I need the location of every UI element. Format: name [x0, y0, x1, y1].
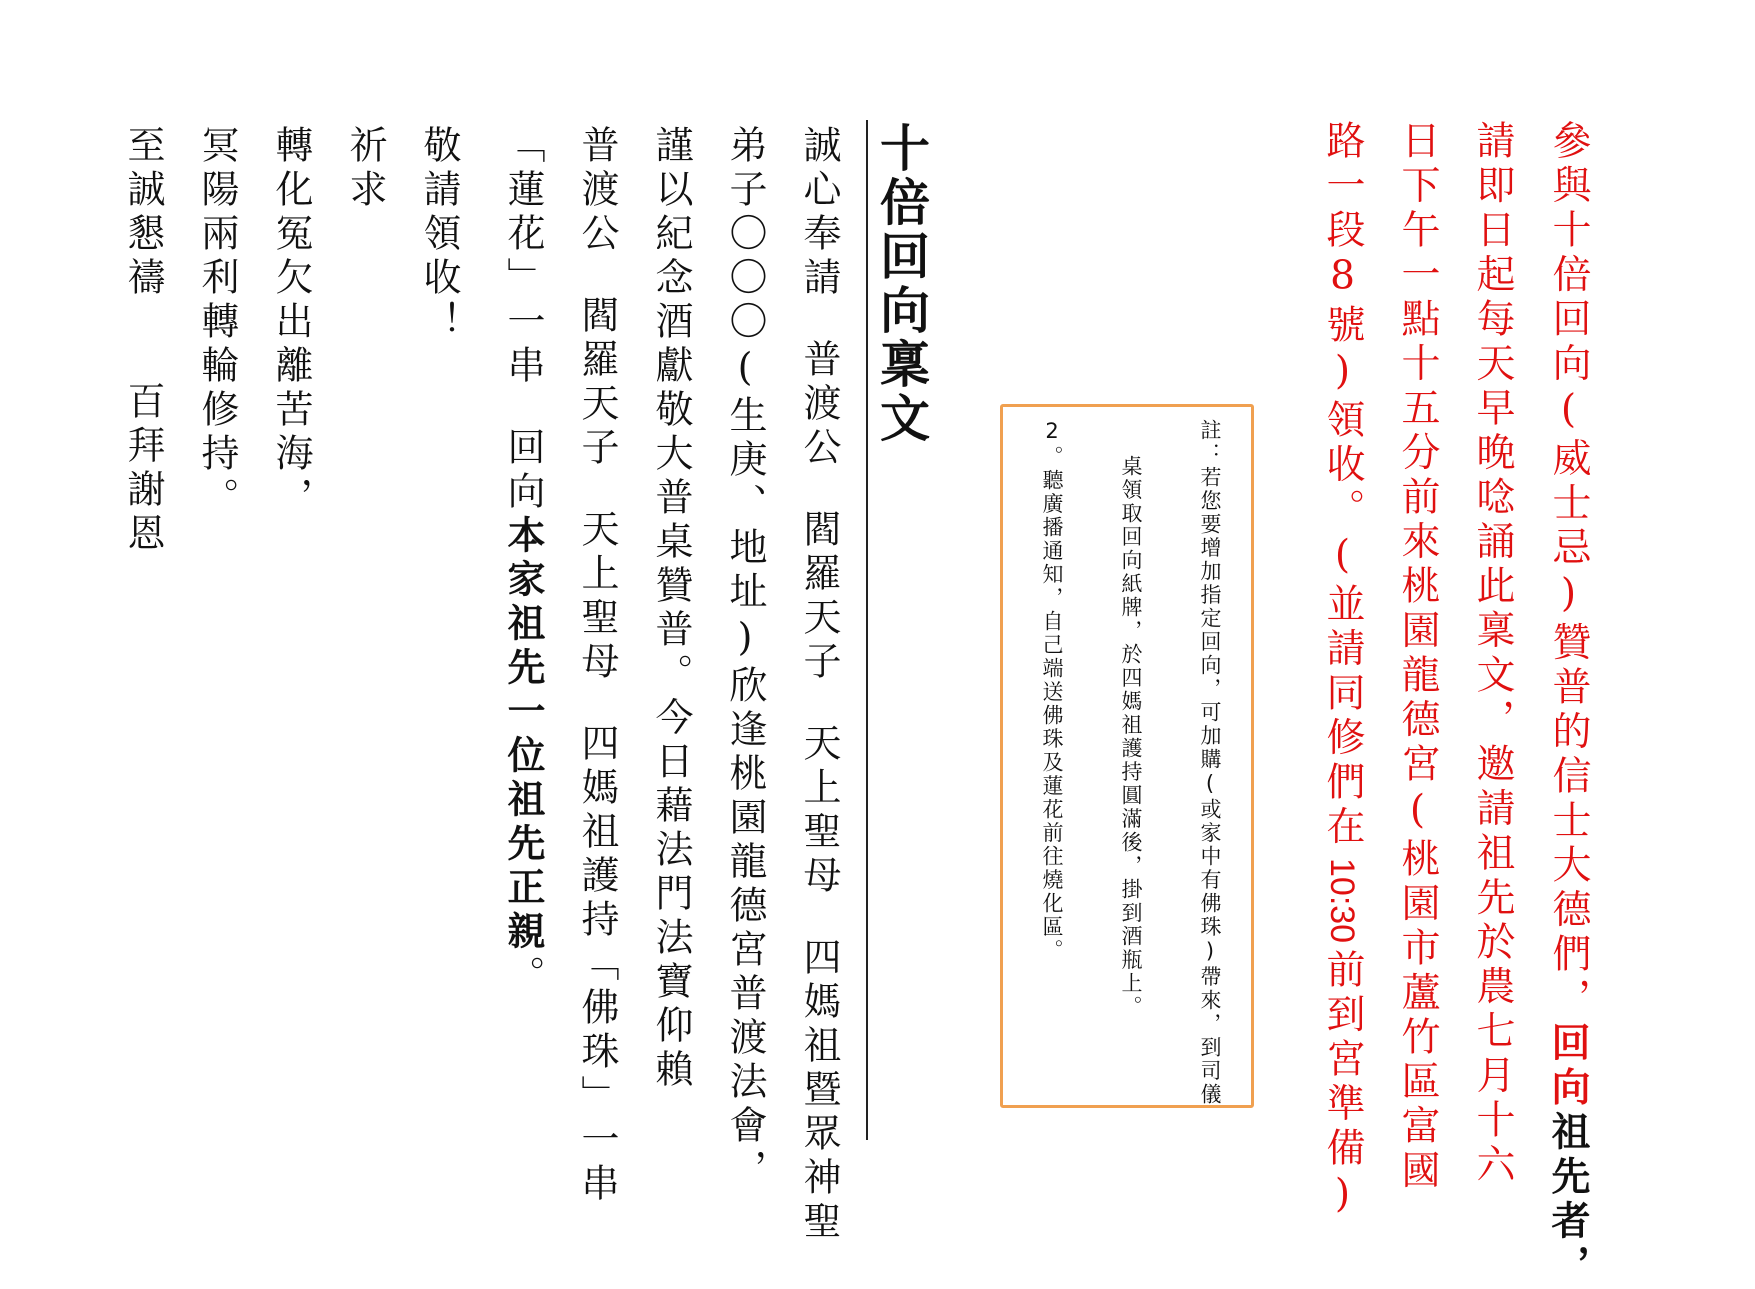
body-column-7: 祈求 — [343, 125, 387, 213]
notice-column-3 — [1395, 120, 1440, 1194]
note-line-2: 桌領取回向紙牌，於四媽祖護持圓滿後，掛到酒瓶上。 — [1119, 455, 1143, 1019]
page-title: 十倍回向稟文 — [872, 122, 931, 446]
body-text: 普渡公 — [797, 339, 841, 471]
notice-time: 10:30 — [1323, 858, 1361, 944]
body-text: 四媽祖暨眾神聖 — [797, 937, 841, 1245]
note-box — [1000, 404, 1254, 1108]
body-text: 閻羅天子 — [797, 509, 841, 685]
notice-emphasis-ancestors: 祖先者， — [1545, 1111, 1591, 1289]
body-column-9: 冥陽兩利轉輪修持。 — [195, 125, 239, 521]
body-text: 普渡公 — [575, 125, 619, 257]
notice-emphasis-huixiang: 回向 — [1545, 1022, 1591, 1111]
body-text: 誠心奉請 — [797, 125, 841, 301]
note-line-1: 註：若您要增加指定回向，可加購(或家中有佛珠)帶來，到司儀 — [1198, 419, 1222, 1107]
notice-text: 參與十倍回向(威士忌)贊普的信士大德們， — [1546, 120, 1591, 1022]
body-text: 閻羅天子 — [575, 295, 619, 471]
notice-column-1 — [1545, 120, 1591, 1289]
body-text: 天上聖母 — [797, 723, 841, 899]
notice-text: 請即日起每天早晚唸誦此稟文，邀請祖先於農七月十六 — [1470, 120, 1515, 1188]
body-text: 百拜謝恩 — [121, 381, 165, 557]
notice-column-2 — [1470, 120, 1515, 1188]
note-line-3: 2。聽廣播通知，自己端送佛珠及蓮花前往燒化區。 — [1040, 419, 1064, 963]
body-emphasis: 本家祖先一位祖先正親 — [501, 515, 546, 955]
body-column-4 — [575, 125, 619, 1207]
notice-text: 路一段8號)領收。(並請同修們在 — [1320, 120, 1365, 850]
body-text: 至誠懇禱 — [121, 125, 165, 301]
body-text: 四媽祖護持「佛珠」一串 — [575, 723, 619, 1207]
body-column-8: 轉化冤欠出離苦海， — [269, 125, 313, 521]
divider-line — [866, 120, 868, 1140]
body-column-2: 弟子〇〇〇(生庚、地址)欣逢桃園龍德宮普渡法會， — [723, 125, 767, 1193]
notice-text: 前到宮準備) — [1320, 949, 1365, 1223]
body-text: 回向 — [501, 427, 545, 515]
body-column-1 — [797, 125, 841, 1245]
body-text: 「蓮花」一串 — [501, 125, 545, 389]
body-column-10 — [121, 125, 165, 557]
body-text: 天上聖母 — [575, 509, 619, 685]
notice-column-4 — [1320, 120, 1365, 1223]
body-text: 。 — [501, 955, 545, 999]
body-column-6: 敬請領收！ — [417, 125, 461, 345]
notice-text: 日下午一點十五分前來桃園龍德宮(桃園市蘆竹區富國 — [1395, 120, 1440, 1194]
body-column-5 — [501, 125, 546, 999]
body-column-3: 謹以紀念酒獻敬大普桌贊普。今日藉法門法寶仰賴 — [649, 125, 693, 1093]
